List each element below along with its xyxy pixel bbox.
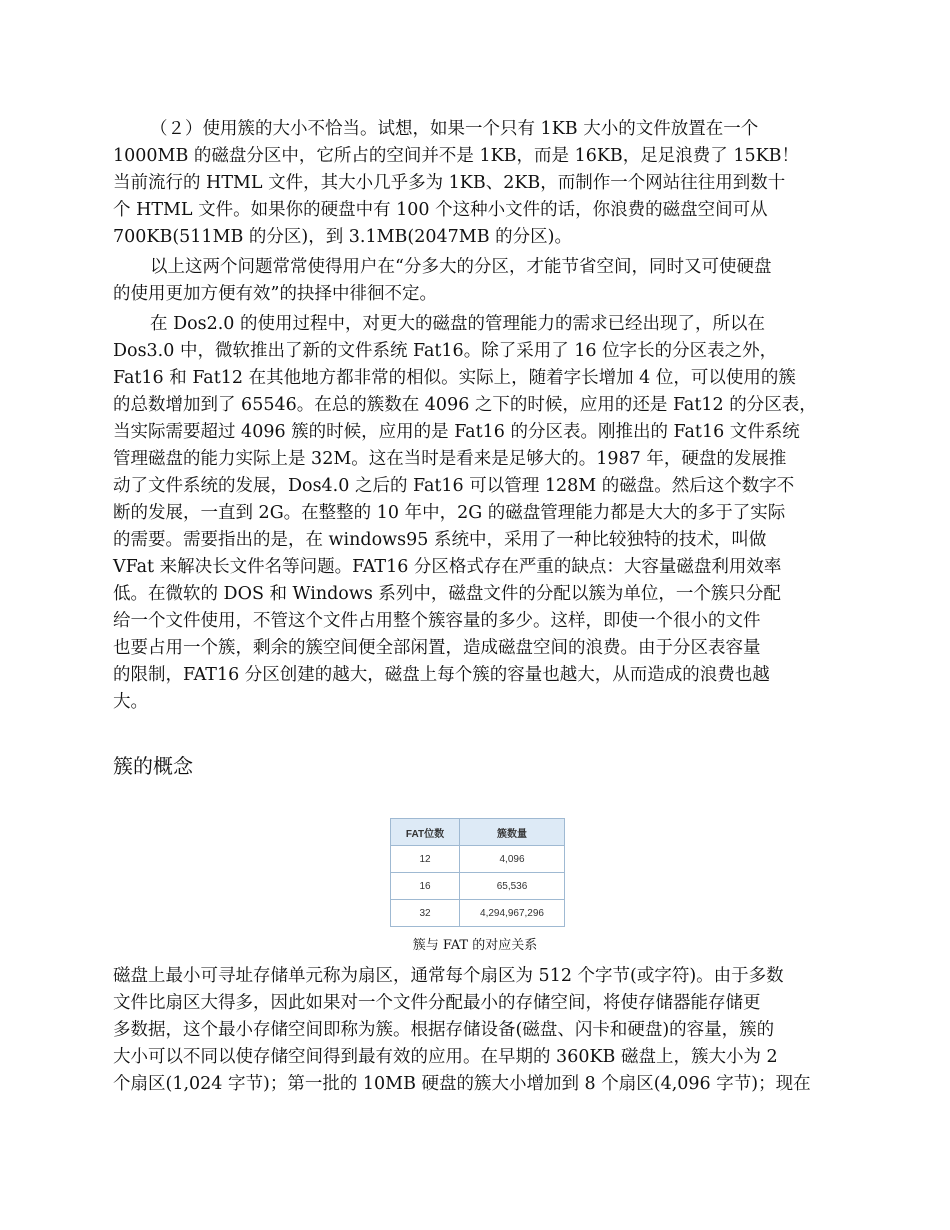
- paragraph-1-line-1: （２）使用簇的大小不恰当。试想，如果一个只有 1KB 大小的文件放置在一个: [150, 119, 759, 139]
- paragraph-1-line-5: 700KB(511MB 的分区)，到 3.1MB(2047MB 的分区)。: [113, 227, 572, 247]
- paragraph-3-line-1: 在 Dos2.0 的使用过程中，对更大的磁盘的管理能力的需求已经出现了，所以在: [150, 314, 766, 334]
- paragraph-4-line-5: 个扇区(1,024 字节)；第一批的 10MB 硬盘的簇大小增加到 8 个扇区(4,096 字节)；现在: [113, 1074, 811, 1094]
- table-header-row: [391, 819, 565, 846]
- paragraph-1-line-3: 当前流行的 HTML 文件，其大小几乎多为 1KB、2KB，而制作一个网站往往用到数十: [113, 173, 786, 193]
- paragraph-1-line-4: 个 HTML 文件。如果你的硬盘中有 100 个这种小文件的话，你浪费的磁盘空间可从: [113, 200, 768, 220]
- paragraph-2-line-2: 的使用更加方便有效”的抉择中徘徊不定。: [113, 284, 437, 304]
- paragraph-4-line-3: 多数据，这个最小存储空间即称为簇。根据存储设备(磁盘、闪卡和硬盘)的容量，簇的: [113, 1020, 775, 1040]
- paragraph-3-line-5: 当实际需要超过 4096 簇的时候，应用的是 Fat16 的分区表。刚推出的 Fat16 文件系统: [113, 422, 800, 442]
- table-row: [391, 846, 565, 873]
- paragraph-3-line-7: 动了文件系统的发展，Dos4.0 之后的 Fat16 可以管理 128M 的磁盘。然后这个数字不: [113, 476, 795, 496]
- paragraph-3-line-15: 大。: [113, 692, 148, 712]
- paragraph-3-line-4: 的总数增加到了 65546。在总的簇数在 4096 之下的时候，应用的还是 Fat12 的分区表，: [113, 395, 817, 415]
- fat-cluster-table: [390, 818, 565, 927]
- paragraph-3-line-13: 也要占用一个簇，剩余的簇空间便全部闲置，造成磁盘空间的浪费。由于分区表容量: [113, 638, 761, 658]
- table-header-cluster-count: 簇数量: [460, 819, 565, 846]
- paragraph-3-line-3: Fat16 和 Fat12 在其他地方都非常的相似。实际上，随着字长增加 4 位，可以使用的簇: [113, 368, 796, 388]
- table-cell: 16: [391, 873, 460, 900]
- table-cell: 65,536: [460, 873, 565, 900]
- paragraph-1-line-2: 1000MB 的磁盘分区中，它所占的空间并不是 1KB，而是 16KB，足足浪费了 15KB！: [113, 146, 800, 166]
- paragraph-3-line-2: Dos3.0 中，微软推出了新的文件系统 Fat16。除了采用了 16 位字长的分区表之外，: [113, 341, 778, 361]
- table-row: [391, 900, 565, 927]
- table-row: [391, 873, 565, 900]
- table-cell: 32: [391, 900, 460, 927]
- section-heading: 簇的概念: [113, 754, 193, 778]
- paragraph-4-line-4: 大小可以不同以使存储空间得到最有效的应用。在早期的 360KB 磁盘上，簇大小为 2: [113, 1047, 778, 1067]
- paragraph-4-line-2: 文件比扇区大得多，因此如果对一个文件分配最小的存储空间，将使存储器能存储更: [113, 993, 761, 1013]
- paragraph-3-line-6: 管理磁盘的能力实际上是 32M。这在当时是看来是足够大的。1987 年，硬盘的发展推: [113, 449, 787, 469]
- table-cell: 4,096: [460, 846, 565, 873]
- paragraph-2-line-1: 以上这两个问题常常使得用户在“分多大的分区，才能节省空间，同时又可使硬盘: [150, 257, 772, 277]
- paragraph-3-line-12: 给一个文件使用，不管这个文件占用整个簇容量的多少。这样，即使一个很小的文件: [113, 611, 761, 631]
- paragraph-3-line-9: 的需要。需要指出的是，在 windows95 系统中，采用了一种比较独特的技术，叫做: [113, 530, 767, 550]
- table-cell: 12: [391, 846, 460, 873]
- table-cell: 4,294,967,296: [460, 900, 565, 927]
- paragraph-3-line-11: 低。在微软的 DOS 和 Windows 系列中，磁盘文件的分配以簇为单位，一个簇只分配: [113, 584, 781, 604]
- table-caption: 簇与 FAT 的对应关系: [412, 938, 538, 953]
- paragraph-4-line-1: 磁盘上最小可寻址存储单元称为扇区，通常每个扇区为 512 个字节(或字符)。由于多数: [113, 966, 784, 986]
- table-header-fat-bits: FAT位数: [391, 819, 460, 846]
- paragraph-3-line-14: 的限制，FAT16 分区创建的越大，磁盘上每个簇的容量也越大，从而造成的浪费也越: [113, 665, 770, 685]
- paragraph-3-line-10: VFat 来解决长文件名等问题。FAT16 分区格式存在严重的缺点：大容量磁盘利用效率: [113, 557, 782, 577]
- paragraph-3-line-8: 断的发展，一直到 2G。在整整的 10 年中，2G 的磁盘管理能力都是大大的多于了实际: [113, 503, 786, 523]
